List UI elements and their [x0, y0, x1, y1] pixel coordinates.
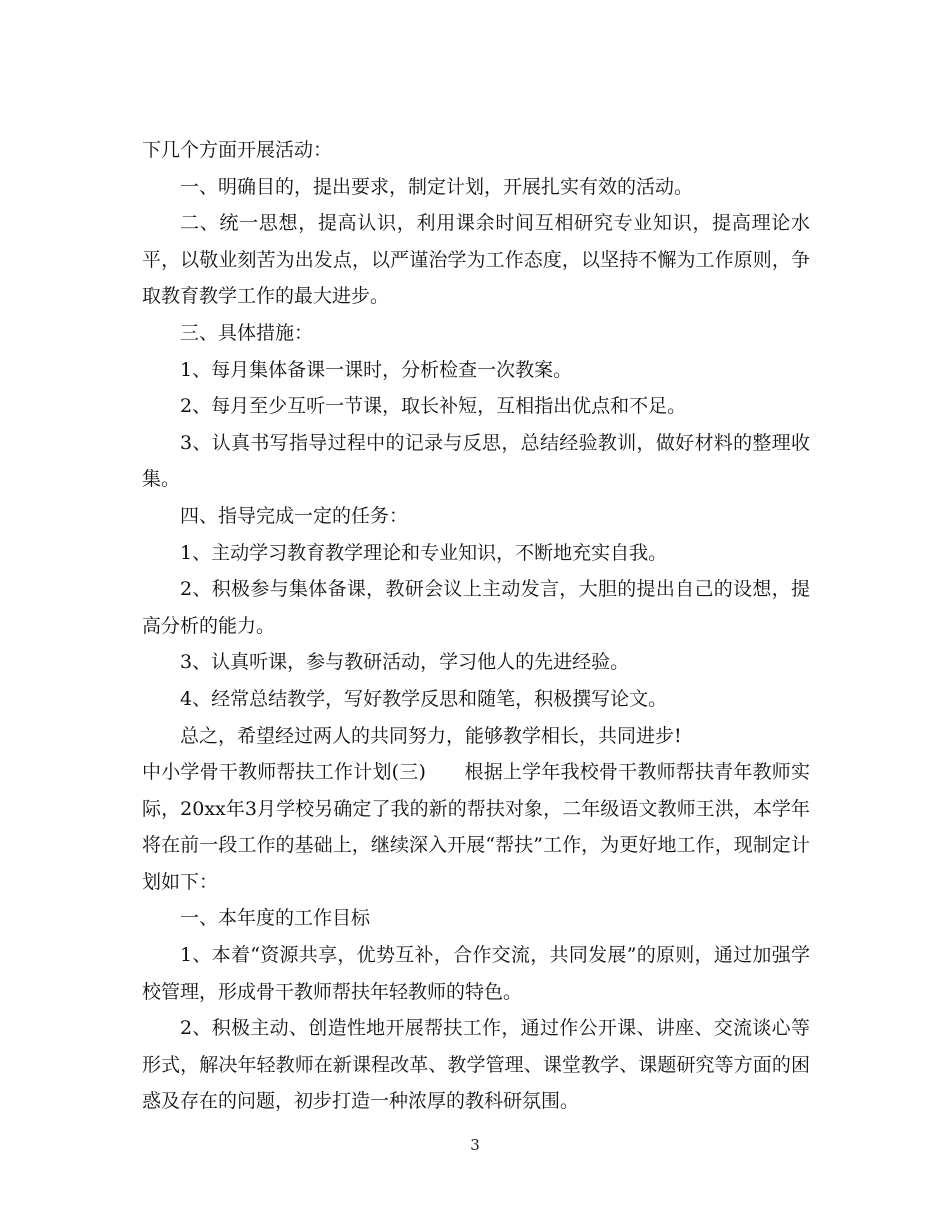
paragraph: 下几个方面开展活动：	[142, 139, 333, 161]
paragraph: 中小学骨干教师帮扶工作计划(三) 根据上学年我校骨干教师帮扶青年教师实际，20xx年3月学校另确定了我的新的帮扶对象，二年级语文教师王洪，本学年将在前一段工作的基础上，继续深入开展“帮扶”工作，为更好地工作，现制定计划如下：	[142, 761, 810, 893]
paragraph: 一、本年度的工作目标	[180, 907, 371, 930]
paragraph: 2、积极主动、创造性地开展帮扶工作，通过作公开课、讲座、交流谈心等形式，解决年轻教师在新课程改革、教学管理、课堂教学、课题研究等方面的困惑及存在的问题，初步打造一种浓厚的教科研氛围。	[142, 1017, 810, 1113]
paragraph: 2、每月至少互听一节课，取长补短，互相指出优点和不足。	[180, 395, 687, 418]
paragraph: 二、统一思想，提高认识，利用课余时间互相研究专业知识，提高理论水平，以敬业刻苦为出发点，以严谨治学为工作态度，以坚持不懈为工作原则，争取教育教学工作的最大进步。	[142, 212, 810, 308]
paragraph: 三、具体措施：	[180, 321, 314, 344]
paragraph: 1、每月集体备课一课时，分析检查一次教案。	[180, 358, 573, 381]
paragraph: 3、认真听课，参与教研活动，学习他人的先进经验。	[180, 651, 630, 674]
paragraph: 3、认真书写指导过程中的记录与反思，总结经验教训，做好材料的整理收集。	[142, 431, 810, 491]
paragraph: 4、经常总结教学，写好教学反思和随笔，积极撰写论文。	[180, 687, 668, 710]
document-body	[142, 132, 810, 1120]
paragraph: 总之，希望经过两人的共同努力，能够教学相长，共同进步!	[180, 724, 682, 747]
paragraph: 1、主动学习教育教学理论和专业知识，不断地充实自我。	[180, 541, 668, 564]
paragraph: 一、明确目的，提出要求，制定计划，开展扎实有效的活动。	[180, 175, 694, 198]
page-number: 3	[470, 1136, 480, 1154]
paragraph: 2、积极参与集体备课，教研会议上主动发言，大胆的提出自己的设想，提高分析的能力。	[142, 578, 810, 637]
paragraph: 1、本着“资源共享，优势互补，合作交流，共同发展”的原则，通过加强学校管理，形成骨干教师帮扶年轻教师的特色。	[142, 944, 810, 1003]
paragraph: 四、指导完成一定的任务：	[180, 504, 409, 527]
